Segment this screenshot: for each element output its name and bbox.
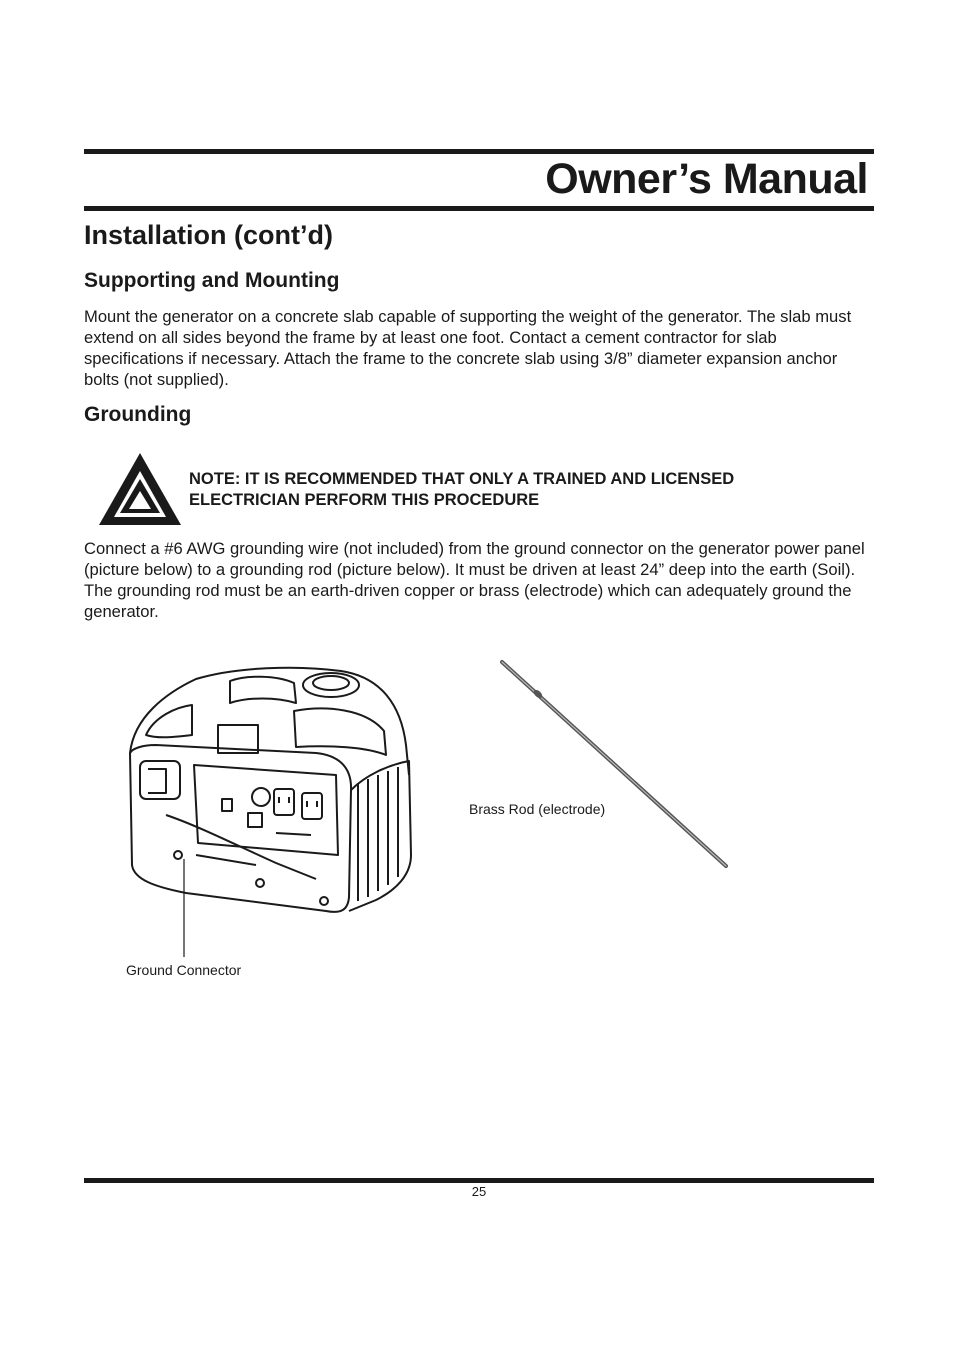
supporting-heading: Supporting and Mounting [84,269,340,292]
grounding-paragraph: Connect a #6 AWG grounding wire (not included) from the ground connector on the generator power panel (picture below) to a grounding rod (picture below). It must be driven at least 24” deep into the earth (Soil). The grounding rod must be an earth-driven copper or brass (electrode) which can adequately ground the generator. [84,539,865,621]
page-title: Owner’s Manual [545,155,868,203]
brass-rod-caption: Brass Rod (electrode) [469,801,606,817]
generator-illustration [126,665,416,965]
brass-rod-illustration [496,658,732,872]
section-title: Installation (cont’d) [84,220,333,250]
grounding-heading: Grounding [84,403,192,426]
warning-note: NOTE: IT IS RECOMMENDED THAT ONLY A TRAINED AND LICENSED ELECTRICIAN PERFORM THIS PROCEDURE [189,470,735,509]
warning-triangle-icon [98,452,182,526]
supporting-paragraph: Mount the generator on a concrete slab capable of supporting the weight of the generator. The slab must extend on all sides beyond the frame by at least one foot. Contact a cement contractor for slab specifications if necessary. Attach the frame to the concrete slab using 3/8” diameter expansion anchor bolts (not supplied). [84,307,852,389]
header-rule-bottom [84,206,874,211]
page-number: 25 [471,1184,487,1199]
ground-connector-caption: Ground Connector [126,962,242,978]
footer-rule [84,1178,874,1183]
